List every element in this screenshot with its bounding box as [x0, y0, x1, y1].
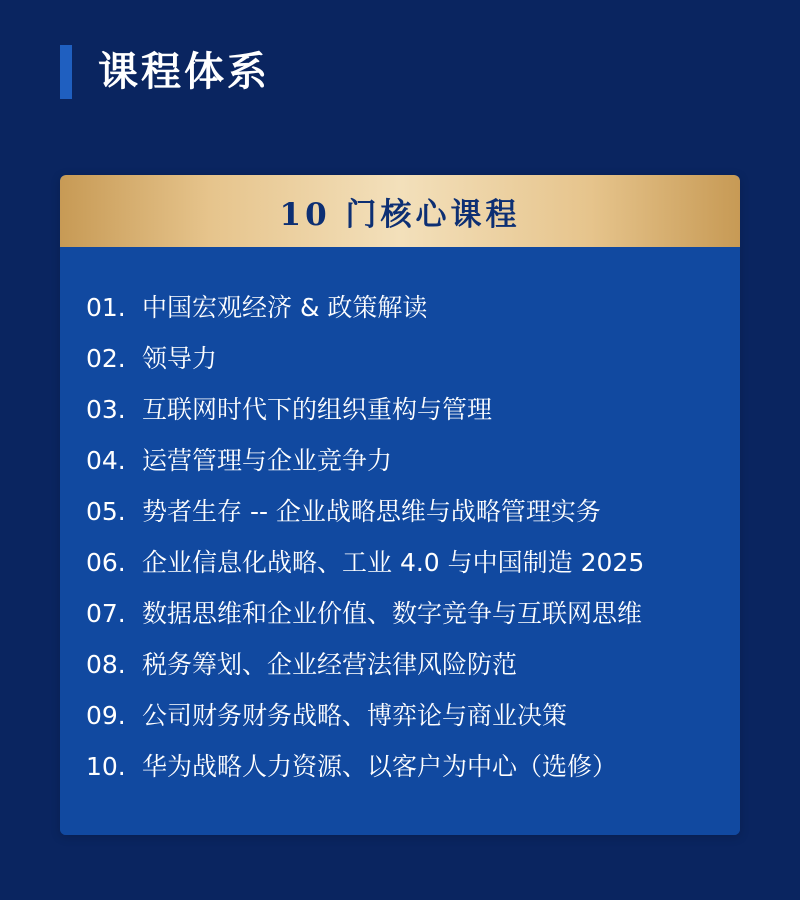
course-number: 09.: [86, 701, 126, 730]
course-title: 势者生存 -- 企业战略思维与战略管理实务: [142, 497, 601, 526]
course-number: 08.: [86, 650, 126, 679]
page-header: [0, 0, 800, 95]
course-title: 公司财务财务战略、博弈论与商业决策: [142, 701, 568, 730]
list-item: [86, 448, 740, 473]
header-accent-bar: [60, 45, 72, 99]
list-item: [86, 550, 740, 575]
course-title: 中国宏观经济 & 政策解读: [142, 293, 428, 322]
course-title: 运营管理与企业竞争力: [142, 446, 393, 475]
page-title: 课程体系: [98, 49, 270, 95]
list-item: [86, 601, 740, 626]
course-title: 税务筹划、企业经营法律风险防范: [142, 650, 518, 679]
course-title: 企业信息化战略、工业 4.0 与中国制造 2025: [142, 548, 645, 577]
course-number: 03.: [86, 395, 126, 424]
course-title: 互联网时代下的组织重构与管理: [142, 395, 493, 424]
course-number: 07.: [86, 599, 126, 628]
course-number: 01.: [86, 293, 126, 322]
course-card: [60, 175, 740, 835]
list-item: [86, 754, 740, 779]
course-card-banner: [60, 175, 740, 247]
list-item: [86, 295, 740, 320]
list-item: [86, 499, 740, 524]
course-list: [60, 247, 740, 779]
course-title: 数据思维和企业价值、数字竞争与互联网思维: [142, 599, 643, 628]
course-number: 04.: [86, 446, 126, 475]
course-card-banner-title: 10 门核心课程: [279, 196, 521, 233]
list-item: [86, 703, 740, 728]
course-number: 02.: [86, 344, 126, 373]
course-number: 10.: [86, 752, 126, 781]
course-title: 领导力: [142, 344, 218, 373]
list-item: [86, 397, 740, 422]
list-item: [86, 346, 740, 371]
list-item: [86, 652, 740, 677]
course-number: 06.: [86, 548, 126, 577]
course-number: 05.: [86, 497, 126, 526]
course-title: 华为战略人力资源、以客户为中心（选修）: [142, 752, 618, 781]
